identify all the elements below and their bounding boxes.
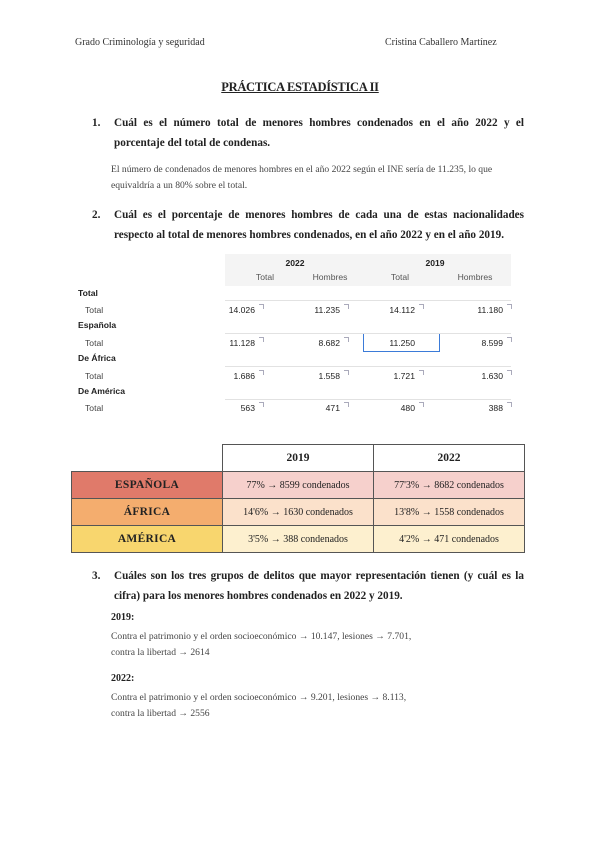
cell-note-icon xyxy=(344,402,349,407)
question-1 xyxy=(92,113,524,153)
answer-2019-line-1: Contra el patrimonio y el orden socioeconómico → 10.147, lesiones → 7.701, xyxy=(111,631,412,642)
ine-cell: 11.235 xyxy=(314,305,340,315)
row-divider xyxy=(225,366,511,367)
ine-cell: 563 xyxy=(240,403,255,413)
page-title: PRÁCTICA ESTADÍSTICA II xyxy=(221,80,379,94)
answer-2019-line-2: contra la libertad → 2614 xyxy=(111,647,210,658)
question-3 xyxy=(92,566,524,606)
ine-cell: 8.682 xyxy=(318,338,340,348)
ine-group-total: Total xyxy=(78,288,98,298)
cell-note-icon xyxy=(507,337,512,342)
answer-1-line-2: equivaldría a un 80% sobre el total. xyxy=(111,180,248,191)
ine-cell: 471 xyxy=(325,403,340,413)
summary-cell-espanola-2019: 77% → 8599 condenados xyxy=(223,472,374,499)
summary-label-america: AMÉRICA xyxy=(72,526,223,553)
ine-cell: 11.180 xyxy=(477,305,503,315)
row-divider xyxy=(225,333,511,334)
summary-cell-africa-2022: 13'8% → 1558 condenados xyxy=(374,499,525,526)
question-2-number: 2. xyxy=(92,209,101,221)
question-3-number: 3. xyxy=(92,570,101,582)
ine-cell: 14.026 xyxy=(228,305,255,315)
ine-row-label: Total xyxy=(85,403,104,413)
ine-data-table xyxy=(75,254,511,416)
question-2-text: Cuál es el porcentaje de menores hombres de cada una de estas nacionalidades respecto al total de menores hombres condenados, en el año 2022 y en el año 2019. xyxy=(114,209,524,241)
question-3-text: Cuáles son los tres grupos de delitos que mayor representación tienen (y cuál es la cifra) para los menores hombres condenados en 2022 y 2019. xyxy=(114,570,524,602)
cell-note-icon xyxy=(507,402,512,407)
header-left: Grado Criminología y seguridad xyxy=(75,37,205,48)
year-2019-label: 2019: xyxy=(111,612,135,623)
ine-row-label: Total xyxy=(85,305,104,315)
ine-group-africa: De África xyxy=(78,353,116,363)
cell-note-icon xyxy=(419,304,424,309)
ine-row-label: Total xyxy=(85,338,104,348)
answer-2022-line-2: contra la libertad → 2556 xyxy=(111,708,210,719)
cell-note-icon xyxy=(507,370,512,375)
summary-cell-espanola-2022: 77'3% → 8682 condenados xyxy=(374,472,525,499)
ine-col-total-2022: Total xyxy=(255,272,275,282)
ine-cell: 8.599 xyxy=(481,338,503,348)
cell-note-icon xyxy=(344,337,349,342)
question-2 xyxy=(92,205,524,245)
ine-row-label: Total xyxy=(85,371,104,381)
cell-note-icon xyxy=(259,304,264,309)
header-right: Cristina Caballero Martínez xyxy=(385,37,497,48)
row-divider xyxy=(225,300,511,301)
ine-year-2022: 2022 xyxy=(285,258,305,268)
ine-cell: 11.250 xyxy=(389,338,415,348)
cell-note-icon xyxy=(419,370,424,375)
cell-note-icon xyxy=(344,304,349,309)
ine-cell: 1.558 xyxy=(318,371,340,381)
summary-header-2022: 2022 xyxy=(374,445,525,472)
summary-header-2019: 2019 xyxy=(223,445,374,472)
row-divider xyxy=(225,399,511,400)
summary-label-africa: ÁFRICA xyxy=(72,499,223,526)
ine-col-hombres-2022: Hombres xyxy=(312,272,348,282)
ine-cell: 388 xyxy=(488,403,503,413)
ine-cell: 480 xyxy=(400,403,415,413)
question-1-text: Cuál es el número total de menores hombres condenados en el año 2022 y el porcentaje del total de condenas. xyxy=(114,117,524,149)
cell-note-icon xyxy=(507,304,512,309)
cell-note-icon xyxy=(259,402,264,407)
answer-2022-line-1: Contra el patrimonio y el orden socioeconómico → 9.201, lesiones → 8.113, xyxy=(111,692,407,703)
ine-selected-cell-highlight xyxy=(363,333,440,352)
cell-note-icon xyxy=(259,370,264,375)
ine-cell: 1.630 xyxy=(481,371,503,381)
ine-cell: 1.686 xyxy=(233,371,255,381)
ine-year-2019: 2019 xyxy=(425,258,445,268)
summary-label-espanola: ESPAÑOLA xyxy=(72,472,223,499)
summary-cell-africa-2019: 14'6% → 1630 condenados xyxy=(223,499,374,526)
answer-1-line-1: El número de condenados de menores hombres en el año 2022 según el INE sería de 11.235, lo que xyxy=(111,164,493,175)
ine-cell: 1.721 xyxy=(393,371,415,381)
summary-empty-corner xyxy=(72,445,223,472)
ine-group-america: De América xyxy=(78,386,125,396)
summary-cell-america-2022: 4'2% → 471 condenados xyxy=(374,526,525,553)
year-2022-label: 2022: xyxy=(111,673,135,684)
ine-group-espanola: Española xyxy=(78,320,117,330)
cell-note-icon xyxy=(419,402,424,407)
ine-cell: 14.112 xyxy=(389,305,415,315)
ine-col-hombres-2019: Hombres xyxy=(457,272,493,282)
cell-note-icon xyxy=(259,337,264,342)
ine-cell: 11.128 xyxy=(229,338,255,348)
ine-col-total-2019: Total xyxy=(390,272,410,282)
question-1-number: 1. xyxy=(92,117,101,129)
cell-note-icon xyxy=(344,370,349,375)
summary-cell-america-2019: 3'5% → 388 condenados xyxy=(223,526,374,553)
summary-table xyxy=(71,444,525,553)
